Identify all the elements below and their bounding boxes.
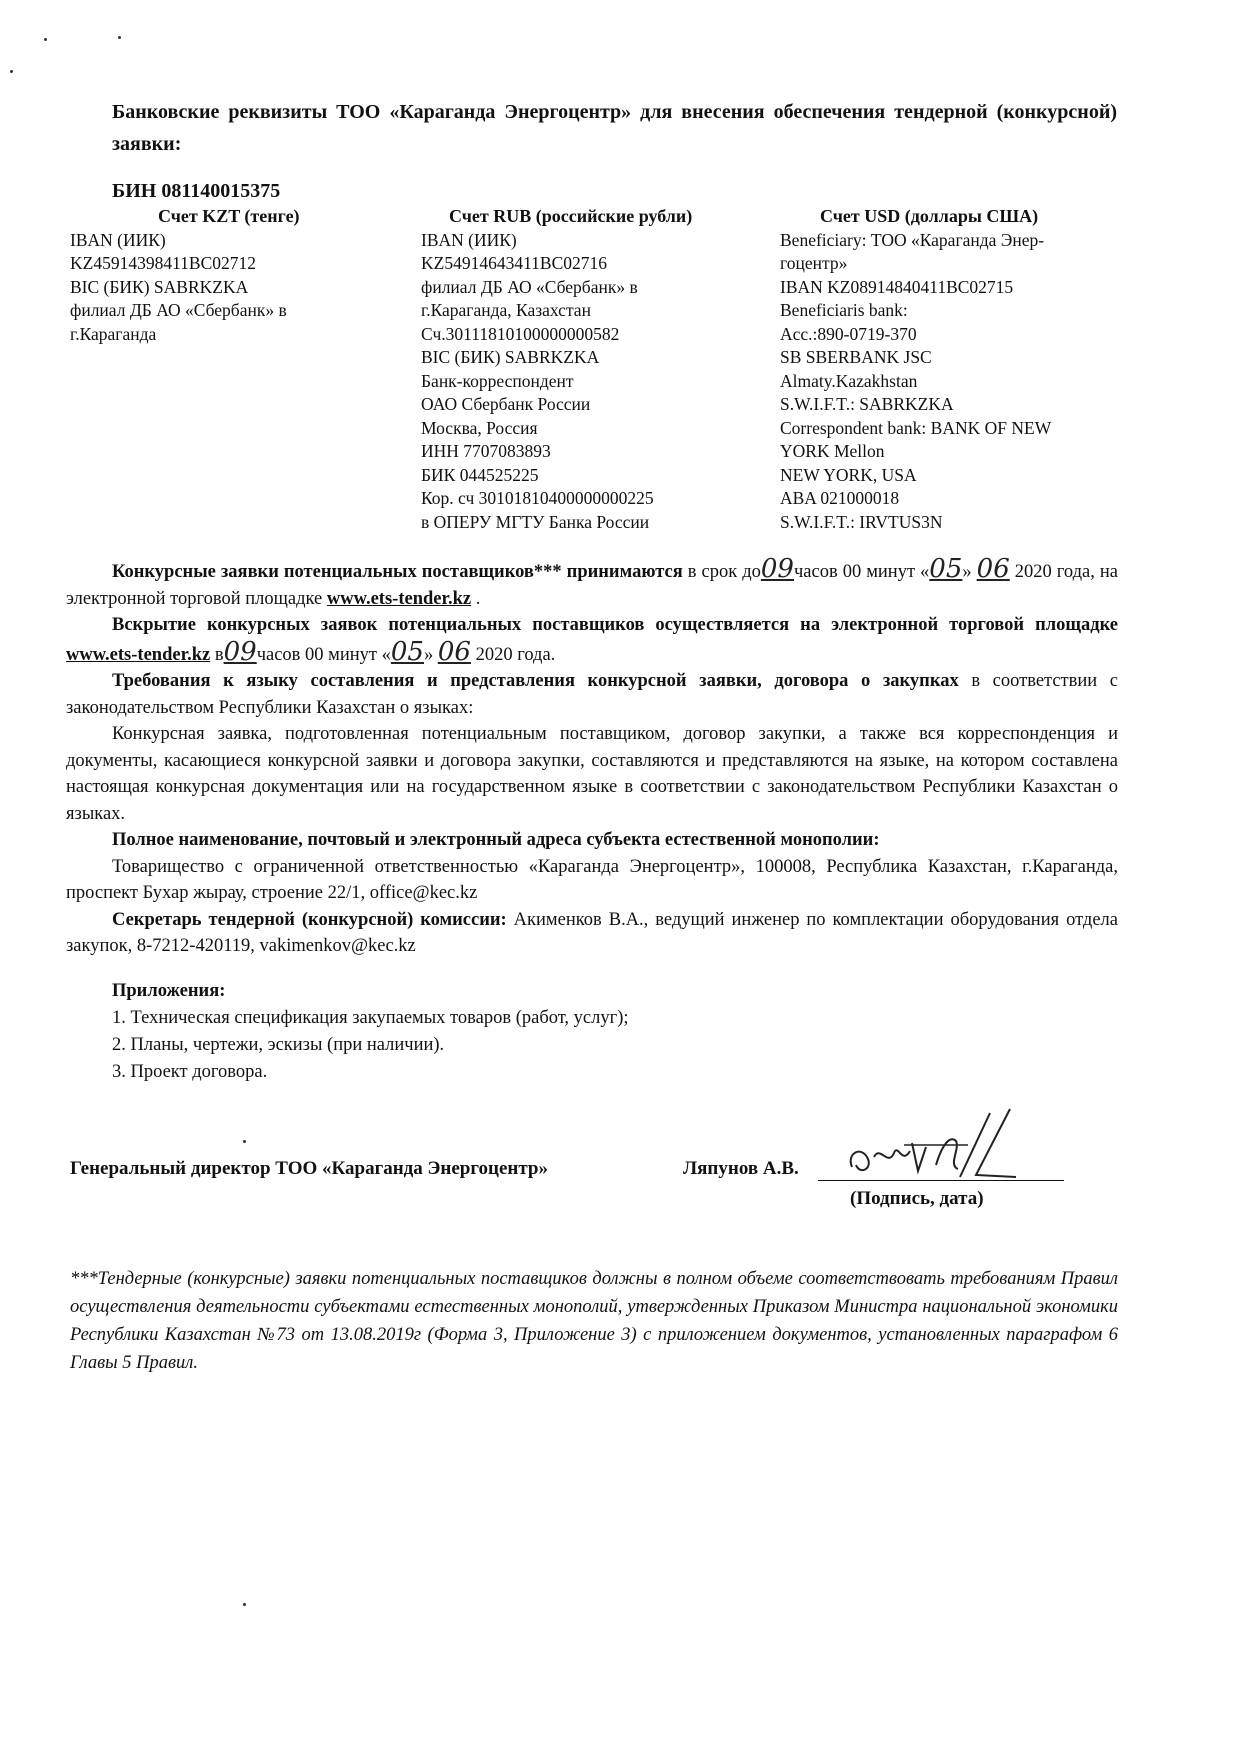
- account-line: KZ45914398411BC02712: [70, 253, 257, 273]
- opening-pre-hour: в: [210, 644, 224, 665]
- tender-site-link[interactable]: www.ets-tender.kz: [326, 588, 472, 609]
- account-line: гоцентр»: [780, 253, 848, 273]
- submission-year: 2020 года, на электронной торговой площадке: [66, 562, 1118, 609]
- secretary-paragraph: [66, 907, 1118, 960]
- scan-speck: [243, 1140, 246, 1143]
- scan-speck: [10, 70, 13, 73]
- account-line: ABA 021000018: [780, 488, 900, 508]
- submission-accepted: принимаются: [561, 562, 683, 582]
- scan-speck: [44, 38, 47, 41]
- handwritten-hour: 09: [760, 554, 794, 584]
- account-line: IBAN (ИИК): [421, 229, 517, 250]
- language-paragraph: [66, 668, 1118, 721]
- account-line: NEW YORK, USA: [780, 464, 917, 485]
- handwritten-day: 05: [929, 554, 963, 584]
- bank-details-heading: Банковские реквизиты ТОО «Караганда Энергоцентр» для внесения обеспечения тендерной (конкурсной) заявки:: [112, 101, 1117, 155]
- account-line: BIC (БИК) SABRKZKA: [421, 347, 600, 367]
- account-line: ОАО Сбербанк России: [421, 394, 591, 414]
- account-line: г.Караганда: [70, 323, 157, 344]
- language-heading: Требования к языку составления и представления конкурсной заявки, договора о закупках: [112, 671, 959, 691]
- account-kzt-title: Счет KZT (тенге): [158, 206, 300, 226]
- bin-number: БИН 081140015375: [112, 180, 281, 202]
- account-line: Beneficiary: ТОО «Караганда Энер-: [780, 229, 1045, 250]
- attachments-title: Приложения:: [112, 981, 226, 1001]
- handwritten-day: 05: [390, 636, 424, 667]
- opening-paragraph: [66, 612, 1118, 668]
- opening-site-link[interactable]: www.ets-tender.kz: [66, 644, 211, 665]
- account-line: Beneficiaris bank:: [780, 300, 908, 320]
- monopoly-heading: Полное наименование, почтовый и электронный адреса субъекта естественной монополии:: [112, 830, 880, 850]
- signer-name: Ляпунов А.В.: [683, 1158, 799, 1179]
- attachment-item: 1. Техническая спецификация закупаемых товаров (работ, услуг);: [112, 1008, 629, 1028]
- scan-speck: [243, 1603, 246, 1606]
- submission-deadline-pre: в срок до: [682, 562, 761, 582]
- submission-time: часов 00 минут «: [793, 562, 930, 582]
- account-usd: [780, 205, 1051, 534]
- language-text: Конкурсная заявка, подготовленная потенциальным поставщиком, договор закупки, а также вся корреспонденция и документы, касающиеся конкурсной заявки и договора закупки, составляются и представляются на языке, на котором составлена настоящая конкурсная документация или на государственном языке в соответствии с законодательством Республики Казахстан о языках.: [66, 724, 1118, 824]
- handwritten-hour: 09: [223, 636, 257, 667]
- account-usd-title: Счет USD (доллары США): [820, 206, 1039, 226]
- tender-terms: [66, 556, 1118, 960]
- account-line: S.W.I.F.T.: SABRKZKA: [780, 394, 954, 414]
- account-line: Банк-корреспондент: [421, 370, 574, 391]
- account-line: SB SBERBANK JSC: [780, 347, 932, 367]
- signature-caption: (Подпись, дата): [850, 1188, 984, 1209]
- handwritten-month: 06: [976, 554, 1010, 584]
- account-rub-title: Счет RUB (российские рубли): [449, 206, 693, 226]
- account-line: в ОПЕРУ МГТУ Банка России: [421, 511, 650, 532]
- account-line: IBAN (ИИК): [70, 229, 166, 250]
- submission-paragraph: [66, 556, 1118, 612]
- handwritten-signature: [840, 1105, 1020, 1195]
- scan-speck: [118, 36, 121, 39]
- account-line: филиал ДБ АО «Сбербанк» в: [70, 300, 287, 320]
- quote-close: »: [423, 644, 438, 665]
- account-line: S.W.I.F.T.: IRVTUS3N: [780, 511, 943, 532]
- account-line: Москва, Россия: [421, 417, 538, 438]
- opening-year: 2020 года.: [470, 644, 556, 665]
- language-heading-tail: в соответствии с законодательством Республики Казахстан о языках:: [66, 671, 1118, 718]
- submission-end: .: [471, 588, 481, 609]
- account-line: KZ54914643411BC02716: [421, 253, 608, 273]
- attachments: [112, 978, 629, 1086]
- monopoly-paragraph: [66, 827, 1118, 854]
- handwritten-month: 06: [437, 636, 471, 667]
- account-line: IBAN KZ08914840411BC02715: [780, 276, 1014, 297]
- opening-lead: Вскрытие конкурсных заявок потенциальных поставщиков осуществляется на электронной торговой площадке: [112, 615, 1118, 635]
- monopoly-text: Товарищество с ограниченной ответственностью «Караганда Энергоцентр», 100008, Республика Казахстан, г.Караганда, проспект Бухар жырау, строение 22/1, office@kec.kz: [66, 856, 1118, 903]
- attachment-item: 2. Планы, чертежи, эскизы (при наличии).: [112, 1035, 445, 1055]
- secretary-text: Акименков В.А., ведущий инженер по комплектации оборудования отдела закупок, 8-7212-420119, vakimenkov@kec.kz: [66, 909, 1118, 956]
- account-line: филиал ДБ АО «Сбербанк» в: [421, 276, 638, 297]
- quote-close: »: [962, 562, 977, 582]
- account-line: YORK Mellon: [780, 441, 885, 461]
- account-line: Сч.30111810100000000582: [421, 323, 620, 344]
- account-rub: [421, 205, 692, 534]
- account-line: г.Караганда, Казахстан: [421, 300, 591, 320]
- account-kzt: [70, 205, 300, 346]
- account-line: Кор. сч 30101810400000000225: [421, 488, 654, 508]
- account-line: Acc.:890-0719-370: [780, 323, 917, 344]
- account-line: BIC (БИК) SABRKZKA: [70, 276, 249, 297]
- account-line: Almaty.Kazakhstan: [780, 370, 918, 391]
- account-line: БИК 044525225: [421, 464, 539, 485]
- account-line: Correspondent bank: BANK OF NEW: [780, 417, 1052, 438]
- secretary-label: Секретарь тендерной (конкурсной) комиссии:: [112, 909, 507, 930]
- signer-title: Генеральный директор ТОО «Караганда Энергоцентр»: [70, 1158, 548, 1179]
- attachment-item: 3. Проект договора.: [112, 1062, 268, 1082]
- account-line: ИНН 7707083893: [421, 441, 551, 461]
- footnote: ***Тендерные (конкурсные) заявки потенциальных поставщиков должны в полном объеме соответствовать требованиям Правил осуществления деятельности субъектами естественных монополий, утвержденных Приказом Министра национальной экономики Республики Казахстан №73 от 13.08.2019г (Форма 3, Приложение 3) с приложением документов, установленных параграфом 6 Главы 5 Правил.: [70, 1269, 1118, 1373]
- opening-time: часов 00 минут «: [256, 644, 391, 665]
- submission-lead: Конкурсные заявки потенциальных поставщиков***: [112, 562, 562, 582]
